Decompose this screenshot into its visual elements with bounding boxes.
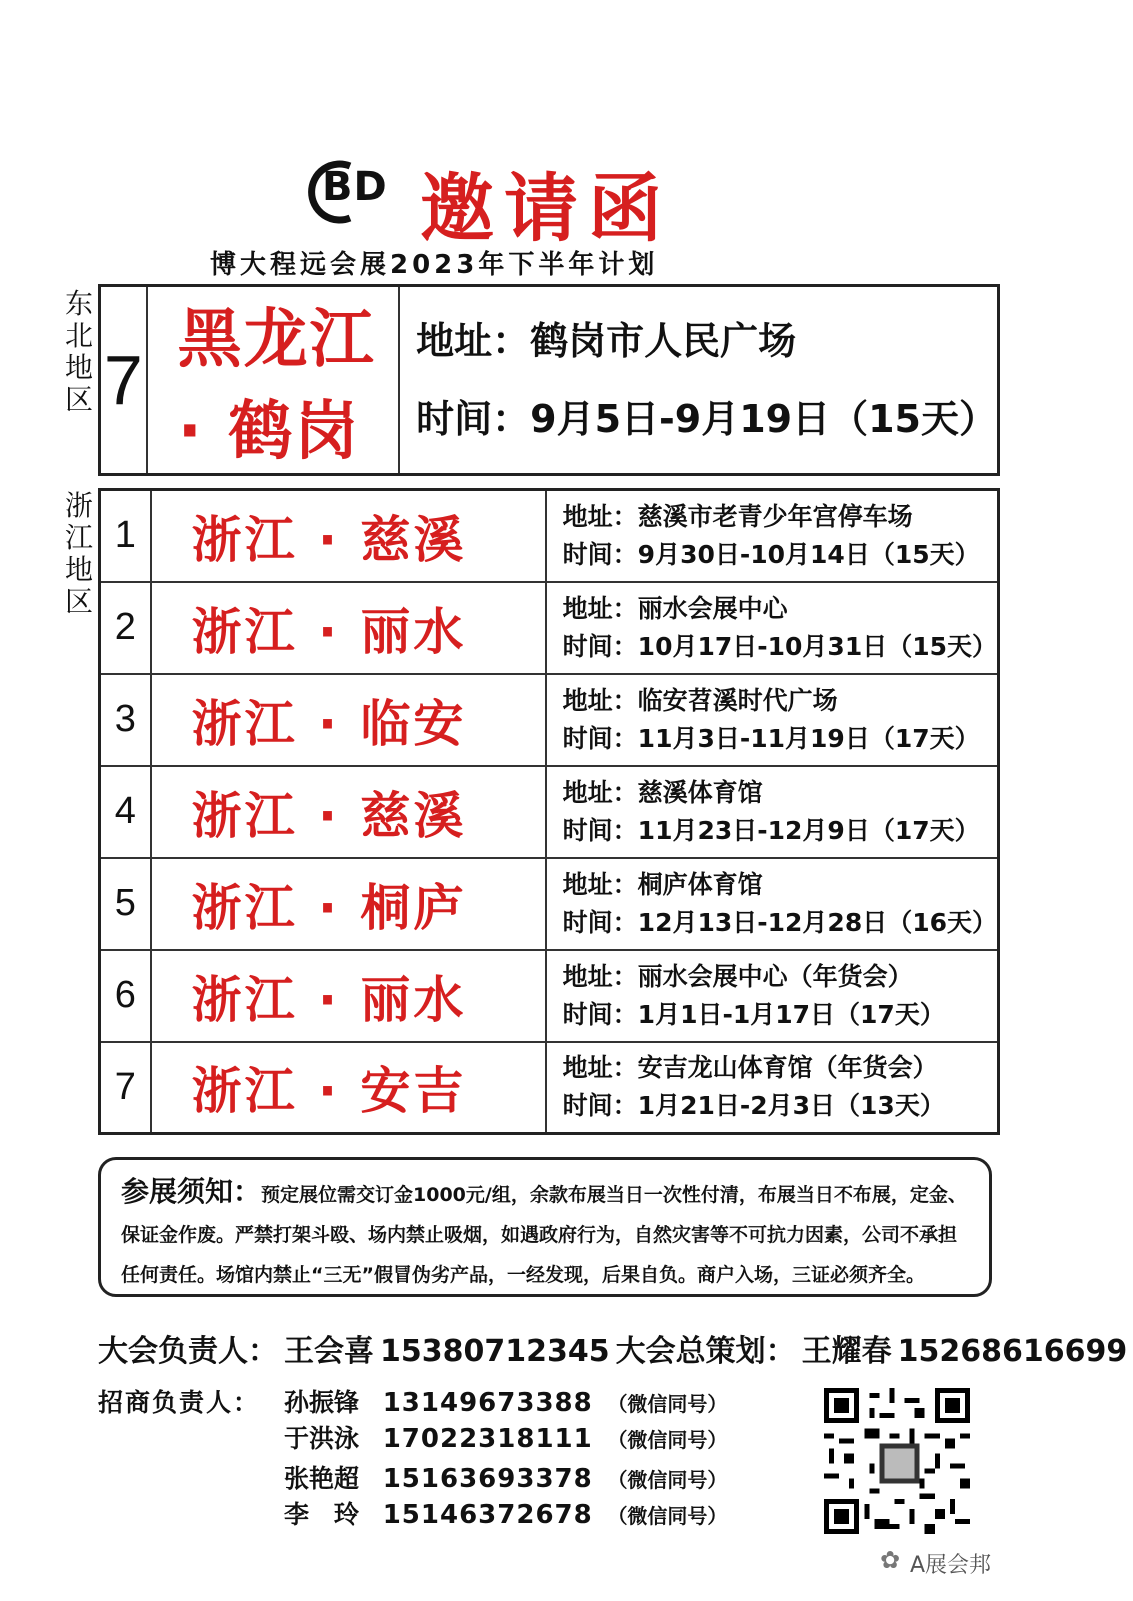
event-info: [546, 674, 999, 766]
contact-note: （微信同号）: [607, 1428, 728, 1452]
contact-note: （微信同号）: [607, 1392, 728, 1416]
address-text: 地址：临安苕溪时代广场: [562, 685, 838, 715]
city-name: 浙江 · 安吉: [151, 1042, 546, 1134]
event-info: [399, 286, 998, 475]
qr-code-icon: [824, 1388, 970, 1534]
page-title: 邀请函: [420, 166, 672, 252]
time-text: 时间：9月30日-10月14日（15天）: [562, 539, 980, 569]
city-name: 浙江 · 临安: [151, 674, 546, 766]
contact-phone: 17022318111: [382, 1424, 593, 1454]
event-info: [546, 950, 999, 1042]
row-number: 1: [100, 490, 151, 582]
planner-name: 王耀春: [801, 1334, 892, 1369]
event-info: [546, 766, 999, 858]
table-row: [100, 766, 999, 858]
business-contact-row: [284, 1383, 727, 1419]
time-text: 时间：9月5日-9月19日（15天）: [416, 397, 997, 441]
city-name: 黑龙江 · 鹤岗: [147, 286, 400, 475]
event-info: [546, 858, 999, 950]
contact-name: 张艳超: [284, 1464, 360, 1493]
contact-phone: 15146372678: [382, 1500, 593, 1530]
city-name: 浙江 · 丽水: [151, 950, 546, 1042]
wechat-channel-icon: ✿: [880, 1546, 901, 1574]
city-name: 浙江 · 丽水: [151, 582, 546, 674]
city-name: 浙江 · 桐庐: [151, 858, 546, 950]
region-label-zhejiang: 浙江地区: [64, 489, 93, 618]
contact-phone: 15163693378: [382, 1464, 593, 1494]
address-text: 地址：桐庐体育馆: [562, 869, 763, 899]
row-number: 2: [100, 582, 151, 674]
notice-body: 预定展位需交订金1000元/组，余款布展当日一次性付清，布展当日不布展，定金、保证金作废。严禁打架斗殴、场内禁止吸烟，如遇政府行为，自然灾害等不可抗力因素，公司不承担任何责任。场馆内禁止“三无”假冒伪劣产品，一经发现，后果自负。商户入场，三证必须齐全。: [121, 1184, 967, 1286]
table-row: [100, 950, 999, 1042]
table-row: [100, 1042, 999, 1134]
city-name: 浙江 · 慈溪: [151, 490, 546, 582]
business-contact-label: 招商负责人：: [98, 1388, 261, 1417]
event-info: [546, 490, 999, 582]
region-label-northeast: 东北地区: [64, 287, 93, 416]
event-info: [546, 582, 999, 674]
address-text: 地址：鹤岗市人民广场: [416, 319, 797, 363]
business-contact-row: [284, 1459, 727, 1495]
exhibitor-notice-box: [98, 1157, 992, 1297]
planner-phone: 15268616699: [897, 1334, 1128, 1369]
notice-title: 参展须知：: [121, 1175, 262, 1208]
contact-note: （微信同号）: [607, 1504, 728, 1528]
northeast-schedule-table: [98, 284, 1000, 476]
main-contact-name: 王会喜: [284, 1334, 374, 1369]
row-number: 6: [100, 950, 151, 1042]
business-contact-row: [284, 1495, 727, 1531]
row-number: 7: [100, 286, 147, 475]
time-text: 时间：1月1日-1月17日（17天）: [562, 999, 945, 1029]
time-text: 时间：1月21日-2月3日（13天）: [562, 1091, 945, 1121]
contact-name: 李 玲: [284, 1500, 360, 1529]
watermark-text: A展会邦: [910, 1553, 992, 1578]
time-text: 时间：11月23日-12月9日（17天）: [562, 815, 980, 845]
page-subtitle: 博大程远会展2023年下半年计划: [210, 250, 659, 280]
row-number: 4: [100, 766, 151, 858]
address-text: 地址：安吉龙山体育馆（年货会）: [562, 1053, 938, 1083]
contact-note: （微信同号）: [607, 1468, 728, 1492]
time-text: 时间：12月13日-12月28日（16天）: [562, 907, 997, 937]
main-contact-line: [98, 1326, 1133, 1370]
table-row: [100, 582, 999, 674]
zhejiang-schedule-table: [98, 488, 1000, 1135]
event-info: [546, 1042, 999, 1134]
contact-name: 于洪泳: [284, 1424, 360, 1453]
row-number: 3: [100, 674, 151, 766]
business-contact-row: [284, 1419, 727, 1455]
contact-name: 孙振锋: [284, 1388, 360, 1417]
address-text: 地址：慈溪市老青少年宫停车场: [562, 501, 913, 531]
address-text: 地址：丽水会展中心（年货会）: [562, 961, 913, 991]
time-text: 时间：10月17日-10月31日（15天）: [562, 631, 997, 661]
table-row: [100, 490, 999, 582]
time-text: 时间：11月3日-11月19日（17天）: [562, 723, 980, 753]
table-row: [100, 674, 999, 766]
main-contact-phone: 15380712345: [380, 1334, 610, 1369]
main-contact-label: 大会负责人：: [98, 1334, 278, 1369]
row-number: 7: [100, 1042, 151, 1134]
contact-phone: 13149673388: [382, 1388, 593, 1418]
city-name: 浙江 · 慈溪: [151, 766, 546, 858]
planner-label: 大会总策划：: [615, 1334, 796, 1369]
table-row: [100, 286, 999, 475]
row-number: 5: [100, 858, 151, 950]
table-row: [100, 858, 999, 950]
logo-text: BD: [322, 164, 388, 210]
address-text: 地址：丽水会展中心: [562, 593, 788, 623]
address-text: 地址：慈溪体育馆: [562, 777, 763, 807]
